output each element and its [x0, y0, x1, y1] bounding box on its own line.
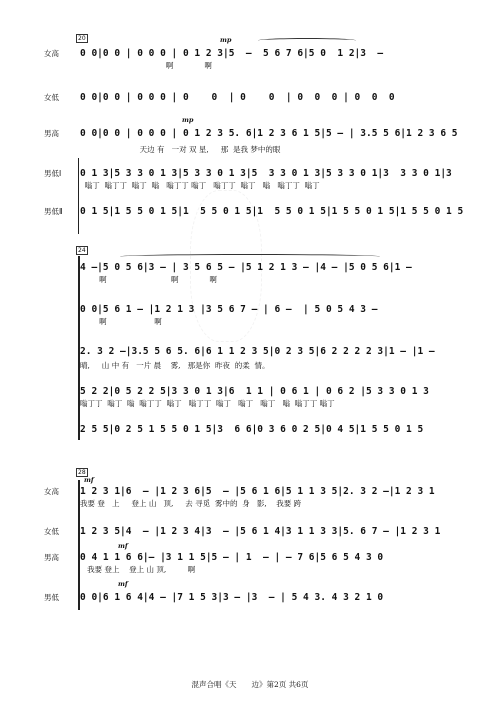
- notes: 2. 3 2 –|3.5 5 6 5. 6|6 1 1 2 3 5|0 2 3 5|6 2 2 2 2 3|1 – |1 –: [80, 346, 435, 357]
- measure-number: 24: [78, 247, 86, 254]
- slur: [120, 254, 380, 259]
- system-1: [0, 34, 500, 229]
- lyrics: 我要 登上 登上 山 顶, 啊: [80, 565, 196, 574]
- dynamic-mark: mp: [220, 36, 232, 44]
- lyrics: 天边 有 一对 双 星, 那 是我 梦中的眼: [80, 145, 281, 154]
- lyrics: 晴, 山 中 有 一片 晨 雾, 那是你 昨夜 的柔 情。: [80, 361, 270, 370]
- dynamic-mark: mf: [118, 580, 128, 588]
- notes: 0 0|6 1 6 4|4 – |7 1 5 3|3 – |3 – | 5 4 3. 4 3 2 1 0: [80, 592, 384, 603]
- part-label: 男高: [44, 553, 59, 562]
- part-label: 男低Ⅱ: [44, 207, 63, 216]
- notes: 4 –|5 0 5 6|3 – | 3 5 6 5 – |5 1 2 1 3 – |4 – |5 0 5 6|1 –: [80, 262, 412, 273]
- slur: [258, 38, 356, 43]
- notes: 1 2 3 1|6 – |1 2 3 6|5 – |5 6 1 6|5 1 1 3 5|2. 3 2 –|1 2 3 1: [80, 486, 435, 497]
- notes: 0 0|0 0 | 0 0 0 | 0 1 2 3|5 – 5 6 7 6|5 0 1 2|3 –: [80, 48, 384, 59]
- part-label: 女低: [44, 93, 59, 102]
- part-label: 男低: [44, 593, 59, 602]
- measure-number: 20: [78, 35, 86, 42]
- lyrics: 啊 啊: [80, 61, 212, 70]
- notes: 0 0|0 0 | 0 0 0 | 0 0 | 0 0 | 0 0 0 | 0 0 0: [80, 92, 395, 103]
- system-3: [0, 468, 500, 618]
- notes: 1 2 3 5|4 – |1 2 3 4|3 – |5 6 1 4|3 1 1 3 3|5. 6 7 – |1 2 3 1: [80, 526, 441, 537]
- dynamic-mark: mp: [182, 116, 194, 124]
- lyrics: 我要 登 上 登上 山 顶, 去 寻觅 雾中的 身 影, 我要 跨: [80, 499, 302, 508]
- lyrics: 啊 啊 啊: [80, 275, 217, 284]
- part-label: 女高: [44, 487, 59, 496]
- notes: 5 2 2|0 5 2 2 5|3 3 0 1 3|6 1 1 | 0 6 1 | 0 6 2 |5 3 3 0 1 3: [80, 386, 429, 397]
- part-label: 男低Ⅰ: [44, 169, 62, 178]
- notes: 0 0|0 0 | 0 0 0 | 0 1 2 3 5. 6|1 2 3 6 1 5|5 – | 3.5 5 6|1 2 3 6 5: [80, 128, 458, 139]
- notes: 0 0|5 6 1 – |1 2 1 3 |3 5 6 7 – | 6 – | 5 0 5 4 3 –: [80, 304, 378, 315]
- lyrics: 嗡丁 嗡丁丁 嗡丁 嗡 嗡丁丁 嗡丁 嗡丁丁 嗡丁 嗡 嗡丁丁 嗡丁: [80, 181, 320, 190]
- notes: 0 4 1 1 6 6|– |3 1 1 5|5 – | 1 – | – 7 6|5 6 5 4 3 0: [80, 552, 384, 563]
- system-2: [0, 246, 500, 442]
- measure-number: 28: [78, 469, 86, 476]
- page-footer: 混声合唱《天 边》第2页 共6页: [191, 680, 309, 689]
- lyrics: 啊 啊: [80, 317, 162, 326]
- part-label: 女高: [44, 49, 59, 58]
- notes: 0 1 5|1 5 5 0 1 5|1 5 5 0 1 5|1 5 5 0 1 5|1 5 5 0 1 5|1 5 5 0 1 5: [80, 206, 464, 217]
- notes: 0 1 3|5 3 3 0 1 3|5 3 3 0 1 3|5 3 3 0 1 3|5 3 3 0 1|3 3 3 0 1|3: [80, 168, 452, 179]
- dynamic-mark: mf: [118, 542, 128, 550]
- notes: 2 5 5|0 2 5 1 5 5 0 1 5|3 6 6|0 3 6 0 2 5|0 4 5|1 5 5 0 1 5: [80, 424, 424, 435]
- brace: [78, 158, 79, 234]
- part-label: 女低: [44, 527, 59, 536]
- part-label: 男高: [44, 129, 59, 138]
- lyrics: 嗡丁丁 嗡丁 嗡 嗡丁丁 嗡丁 嗡丁丁 嗡丁 嗡丁 嗡丁 嗡 嗡丁丁 嗡丁: [80, 399, 335, 408]
- dynamic-mark: mf: [84, 476, 94, 484]
